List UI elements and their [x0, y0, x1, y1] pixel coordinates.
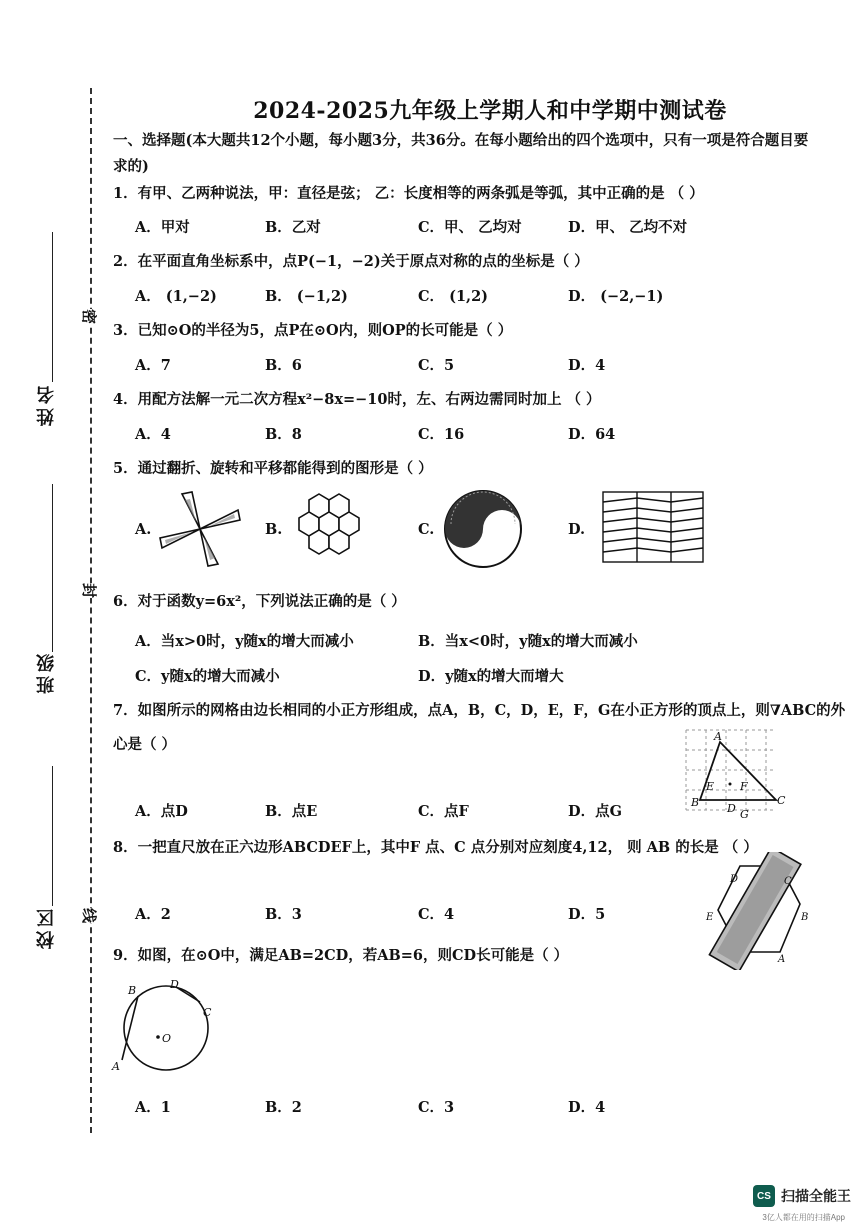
q2-option-a: A． (1,−2): [135, 288, 217, 305]
q7-label-f: F: [740, 780, 748, 793]
q4-option-d: D．64: [568, 426, 616, 443]
q9-label-o: O: [162, 1032, 172, 1045]
q6-option-b: B．当x<0时，y随x的增大而减小: [418, 633, 638, 650]
q9-option-c: C．3: [418, 1099, 455, 1116]
question-7-stem-line1: 7．如图所示的网格由边长相同的小正方形组成，点A，B，C，D，E，F，G在小正方形的顶点上，则∇ABC的外: [113, 702, 846, 719]
q5-option-b: B.: [265, 521, 283, 538]
q1-option-d: D．甲、 乙均不对: [568, 219, 688, 236]
q7-label-c: C: [777, 794, 786, 807]
q9-label-c: C: [203, 1006, 212, 1019]
campus-label: 校区: [36, 905, 57, 949]
scanner-app-name: 扫描全能王: [781, 1188, 851, 1204]
question-7-stem-line2: 心是（ ）: [113, 736, 177, 753]
question-1-stem: 1．有甲、乙两种说法，甲：直径是弦； 乙：长度相等的两条弧是等弧，其中正确的是 （ ）: [113, 185, 704, 202]
q2-option-b: B． (−1,2): [265, 288, 348, 305]
q1-option-a: A．甲对: [135, 219, 190, 236]
section-heading-line1: 一、选择题(本大题共12个小题，每小题3分，共36分。在每小题给出的四个选项中，只有一项是符合题目要: [113, 132, 809, 149]
section-heading: [113, 128, 858, 180]
binding-dashed-line: [90, 88, 92, 1133]
scanner-badge: [753, 1185, 851, 1207]
q8-ruler-hexagon-figure: [700, 852, 815, 970]
q7-label-e: E: [706, 780, 715, 793]
q4-option-b: B．8: [265, 426, 302, 443]
q5-option-a: A.: [135, 521, 152, 538]
q9-option-b: B．2: [265, 1099, 302, 1116]
q7-label-g: G: [740, 808, 749, 820]
name-label: 姓名: [36, 382, 57, 426]
q3-option-d: D．4: [568, 357, 606, 374]
seal-char-feng: 封: [80, 582, 99, 599]
question-3-stem: 3．已知⊙O的半径为5，点P在⊙O内，则OP的长可能是（ ）: [113, 322, 513, 339]
q5-option-c: C.: [418, 521, 435, 538]
seal-char-mi: 密: [80, 308, 99, 325]
name-blank-line: [52, 232, 53, 382]
q6-option-d: D．y随x的增大而增大: [418, 668, 564, 685]
q7-grid-triangle-figure: [680, 724, 790, 820]
exam-title: 2024-2025九年级上学期人和中学期中测试卷: [253, 98, 727, 124]
q5-hexagon-figure: [288, 492, 373, 564]
q8-option-a: A．2: [135, 906, 171, 923]
q8-label-c: C: [784, 876, 792, 887]
q3-option-a: A．7: [135, 357, 171, 374]
scanner-tagline: 3亿人都在用的扫描App: [762, 1213, 845, 1222]
q1-option-b: B．乙对: [265, 219, 321, 236]
q9-label-d: D: [170, 978, 179, 991]
question-8-stem: 8．一把直尺放在正六边形ABCDEF上，其中F 点、C 点分别对应刻度4,12， 则 AB 的长是 （ ）: [113, 839, 758, 856]
q7-option-c: C．点F: [418, 803, 469, 820]
q7-label-b: B: [691, 796, 700, 809]
seal-char-xian: 线: [80, 907, 99, 924]
q5-taiji-figure: [441, 488, 526, 570]
campus-blank-line: [52, 766, 53, 906]
q3-option-b: B．6: [265, 357, 302, 374]
q7-label-a: A: [714, 730, 722, 743]
q9-label-b: B: [128, 984, 137, 997]
question-2-stem: 2．在平面直角坐标系中，点P(−1，−2)关于原点对称的点的坐标是（ ）: [113, 253, 589, 270]
q4-option-c: C．16: [418, 426, 465, 443]
q8-label-e: E: [706, 912, 714, 923]
q2-option-c: C． (1,2): [418, 288, 489, 305]
question-6-stem: 6．对于函数y=6x²，下列说法正确的是（ ）: [113, 593, 406, 610]
q7-option-d: D．点G: [568, 803, 622, 820]
q5-pinwheel-figure: [158, 490, 243, 568]
class-blank-line: [52, 484, 53, 652]
scanner-logo-icon: CS: [753, 1185, 775, 1207]
q6-option-c: C．y随x的增大而减小: [135, 668, 280, 685]
q4-option-a: A．4: [135, 426, 171, 443]
q8-label-d: D: [730, 874, 739, 885]
q6-option-a: A．当x>0时，y随x的增大而减小: [135, 633, 354, 650]
q8-option-b: B．3: [265, 906, 302, 923]
q5-option-d: D.: [568, 521, 586, 538]
q9-option-d: D．4: [568, 1099, 606, 1116]
q8-label-a: A: [778, 954, 786, 965]
q2-option-d: D． (−2,−1): [568, 288, 664, 305]
question-5-stem: 5．通过翻折、旋转和平移都能得到的图形是（ ）: [113, 460, 433, 477]
question-4-stem: 4．用配方法解一元二次方程x²−8x=−10时，左、右两边需同时加上 （ ）: [113, 391, 601, 408]
q7-option-b: B．点E: [265, 803, 318, 820]
q1-option-c: C．甲、 乙均对: [418, 219, 522, 236]
q8-option-c: C．4: [418, 906, 455, 923]
question-9-stem: 9．如图，在⊙O中，满足AB=2CD，若AB=6，则CD长可能是（ ）: [113, 947, 569, 964]
q9-circle-figure: [108, 976, 228, 1076]
q5-parallelogram-grid-figure: [595, 488, 713, 568]
q8-label-b: B: [801, 912, 809, 923]
q3-option-c: C．5: [418, 357, 455, 374]
q8-option-d: D．5: [568, 906, 606, 923]
q9-option-a: A．1: [135, 1099, 171, 1116]
q7-option-a: A．点D: [135, 803, 188, 820]
class-label: 班级: [36, 650, 57, 694]
q7-label-d: D: [727, 802, 736, 815]
section-heading-line2: 求的): [113, 158, 149, 175]
q9-label-a: A: [112, 1060, 120, 1073]
